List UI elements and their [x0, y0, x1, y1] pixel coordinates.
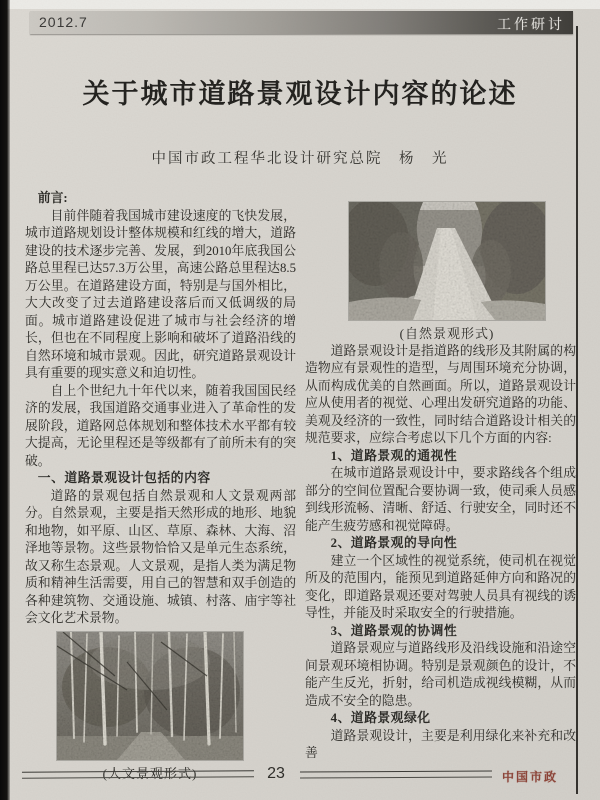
scan-edge-left: [0, 0, 10, 800]
item-body-2: 建立一个区域性的视觉系统，使司机在视觉所及的范围内，能预见到道路延伸方向和路况的变化，即道路景观还要对驾驶人员具有视线的诱导性，并能及时采取安全的行驶措施。: [305, 553, 576, 620]
page-number: 23: [267, 765, 285, 782]
item-heading-4: 4、道路景观绿化: [330, 711, 431, 725]
item-body-1: 在城市道路景观设计中，要求路线各个组成部分的空间位置配合要协调一致，使司乘人员感到线形流畅、清晰、舒适、行驶安全，同时还不能产生疲劳感和视觉障碍。: [305, 466, 576, 533]
item-body-4: 道路景观设计，主要是利用绿化来补充和改善: [305, 728, 576, 760]
paragraph: 道路景观设计是指道路的线形及其附属的构造物应有景观性的造型，与周围环境充分协调，从而构成优美的自然画面。所以，道路景观设计应从使用者的视觉、心理出发研究道路的功能、美观及经济的一致性，同时结合道路设计相关的规范要求，应综合考虑以下几个方面的内容:: [305, 343, 576, 445]
left-column: [25, 190, 296, 782]
photo-caption-natural: (自然景观形式): [399, 326, 495, 341]
scan-edge-right: [576, 26, 578, 794]
item-heading-1: 1、道路景观的通视性: [330, 448, 458, 463]
right-column: [305, 190, 576, 763]
paragraph: 道路的景观包括自然景观和人文景观两部分。自然景观，主要是指天然形成的地形、地貌和地物，如平原、山区、草原、森林、大海、沼泽地等景物。这些景物恰恰又是单元生态系统，故又称生态景观。人文景观，是指人类为满足物质和精神生活需要，用自己的智慧和双手创造的各种建筑物、交通设施、城镇、村落、庙宇等社会文化艺术景物。: [25, 488, 296, 625]
paragraph: 自上个世纪九十年代以来，随着我国国民经济的发展，我国道路交通事业进入了革命性的发展阶段，道路网总体规划和整体技术水平都有较大提高，无论里程还是等级都有了前所未有的突破。: [25, 383, 296, 468]
item-heading-3: 3、道路景观的协调性: [330, 623, 458, 638]
section-heading-1: 一、道路景观设计包括的内容: [37, 471, 211, 485]
photo-caption-human: (人文景观形式): [102, 765, 198, 781]
item-body-3: 道路景观应与道路线形及沿线设施和沿途空间景观环境相协调。特别是景观颜色的设计，不能产生反光，折射，给司机造成视线模糊，从而造成不安全的隐患。: [305, 641, 576, 708]
footer-rule-right: [300, 770, 492, 778]
preface-label: 前言:: [37, 191, 68, 205]
footer-rule-left: [22, 770, 254, 778]
header-bar: [30, 11, 573, 34]
author-affiliation: 中国市政工程华北设计研究总院 杨 光: [151, 151, 449, 167]
scan-top-margin: [0, 0, 600, 9]
column-section-tag: 工作研讨: [497, 16, 565, 32]
page-footer: [0, 762, 600, 792]
issue-date: 2012.7: [39, 14, 88, 30]
item-heading-2: 2、道路景观的导向性: [330, 536, 458, 550]
paragraph: 目前伴随着我国城市建设速度的飞快发展，城市道路规划设计整体规模和红线的增大，道路建设的技术逐步完善、发展，到2010年底我国公路总里程已达57.3万公里，高速公路总里程达8.5万公里。在道路建设方面，特别是与国外相比，大大改变了过去道路建设落后而又低调级的局面。城市道路建设促进了城市与社会经济的增长，但也在不同程度上影响和破坏了道路沿线的自然环境和城市景观。因此，研究道路景观设计具有重要的现实意义和迫切性。: [25, 208, 296, 380]
human-landscape-photo: [57, 632, 243, 760]
natural-landscape-photo: [349, 202, 545, 320]
journal-name: 中国市政: [502, 770, 559, 784]
article-title: 关于城市道路景观设计内容的论述: [82, 79, 518, 109]
